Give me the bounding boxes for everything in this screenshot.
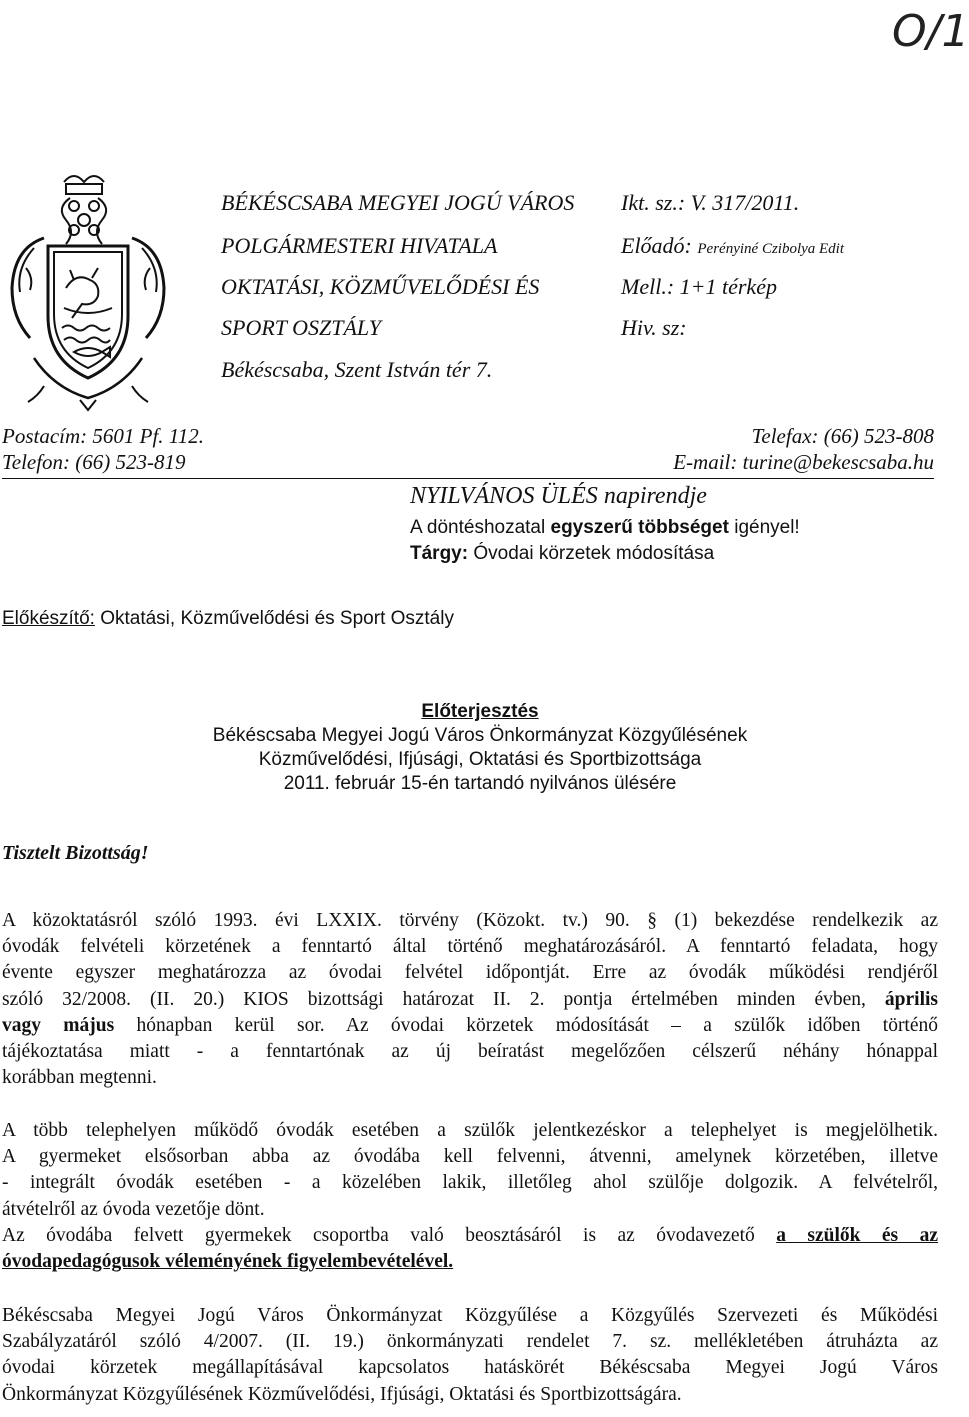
text-run: Az óvodába felvett gyermekek csoportba való beosztásáról is az óvodavezető [2, 1224, 777, 1246]
paragraph-1 [2, 908, 938, 1091]
proposal-line-1: Békéscsaba Megyei Jogú Város Önkormányzat Közgyűlésének [212, 725, 748, 746]
paragraph-line [2, 1249, 938, 1275]
paragraph-2 [2, 1118, 938, 1275]
fax-number: Telefax: (66) 523-808 [751, 424, 934, 448]
org-name-line-2: POLGÁRMESTERI HIVATALA [221, 233, 498, 258]
proposal-line-3: 2011. február 15-én tartandó nyilvános ülésére [283, 773, 677, 794]
paragraph-line: A több telephelyen működő óvodák esetében a szülők jelentkezéskor a telephelyet is megjelölhetik. [2, 1120, 938, 1141]
preparer-label: Előkészítő: [2, 608, 95, 629]
handwritten-page-mark: O/1 [892, 6, 969, 57]
bold-run: április [884, 988, 938, 1010]
majority-requirement [410, 515, 800, 541]
reference-hiv: Hiv. sz: [621, 315, 687, 340]
session-type [410, 480, 830, 512]
majority-post: igényel! [728, 517, 800, 538]
paragraph-line: óvodák felvételi körzetének a fenntartó által történő meghatározásáról. A fenntartó feladata, hogy [2, 936, 938, 958]
subject-label: Tárgy: [410, 543, 469, 564]
proposal-line-2: Közművelődési, Ifjúsági, Oktatási és Sportbizottsága [258, 749, 702, 770]
paragraph-line: korábban megtenni. [2, 1067, 157, 1089]
bold-underlined-run: a szülők és az [776, 1224, 938, 1246]
email-address: E-mail: turine@bekescsaba.hu [673, 450, 934, 474]
rapporteur-name: Perényiné Czibolya Edit [697, 241, 845, 257]
paragraph-line [2, 1223, 938, 1249]
paragraph-line: Önkormányzat Közgyűlésének Közművelődési, Ifjúsági, Oktatási és Sportbizottságára. [2, 1383, 682, 1405]
preparer-text: Oktatási, Közművelődési és Sport Osztály [94, 608, 454, 629]
org-name-line-1: BÉKÉSCSABA MEGYEI JOGÚ VÁROS [221, 190, 575, 215]
subject-line [410, 541, 714, 567]
majority-pre: A döntéshozatal [410, 517, 551, 538]
reference-number: Ikt. sz.: V. 317/2011. [621, 190, 800, 215]
phone-number: Telefon: (66) 523-819 [2, 450, 186, 474]
proposal-title: Előterjesztés [421, 701, 539, 722]
paragraph-line [2, 987, 938, 1013]
paragraph-line [2, 1013, 938, 1039]
rapporteur [621, 229, 844, 266]
paragraph-line: Békéscsaba Megyei Jogú Város Önkormányzat Közgyűlése a Közgyűlés Szervezeti és Működési [2, 1305, 938, 1326]
paragraph-line: - integrált óvodák esetében - a közelében lakik, illetőleg ahol szülője dolgozik. A felvételről, [2, 1172, 938, 1194]
session-agenda-label: napirendje [597, 483, 707, 509]
paragraph-line: tájékoztatása miatt - a fenntartónak az új beíratást megelőzően célszerű néhány hónappal [2, 1041, 938, 1063]
bold-underlined-run: óvodapedagógusok véleményének figyelembevételével. [2, 1251, 454, 1273]
session-type-label: NYILVÁNOS ÜLÉS [410, 483, 598, 509]
postal-address: Postacím: 5601 Pf. 112. [2, 424, 205, 448]
text-run: szóló 32/2008. (II. 20.) KIOS bizottsági határozat II. 2. pontja értelmében minden évben, [2, 988, 885, 1010]
paragraph-3 [2, 1303, 938, 1408]
city-coat-of-arms-icon [4, 168, 172, 416]
proposal-heading [0, 700, 960, 796]
paragraph-line: A gyermeket elsősorban abba az óvodába kell felvenni, átvenni, amelynek körzetében, illetve [2, 1146, 938, 1168]
text-run: hónapban kerül sor. Az óvodai körzetek módosítását – a szülők időben történő [114, 1014, 939, 1036]
preparer-line [2, 606, 454, 632]
header-divider [2, 478, 934, 479]
org-address: Békéscsaba, Szent István tér 7. [221, 357, 493, 382]
attachment-note: Mell.: 1+1 térkép [621, 274, 777, 299]
org-name-line-3: OKTATÁSI, KÖZMŰVELŐDÉSI ÉS [221, 274, 540, 299]
salutation: Tisztelt Bizottság! [2, 842, 149, 864]
subject-text: Óvodai körzetek módosítása [468, 543, 715, 564]
bold-run: vagy május [2, 1014, 115, 1036]
paragraph-line: óvodai körzetek megállapításával kapcsolatos hatáskörét Békéscsaba Megyei Jogú Város [2, 1357, 938, 1379]
paragraph-line: Szabályzatáról szóló 4/2007. (II. 19.) önkormányzati rendelet 7. sz. mellékletében átruházta az [2, 1331, 938, 1353]
org-name-line-4: SPORT OSZTÁLY [221, 315, 381, 340]
paragraph-line: évente egyszer meghatározza az óvodai felvétel időpontját. Erre az óvodák működési rendjéről [2, 962, 938, 984]
paragraph-line: átvételről az óvoda vezetője dönt. [2, 1198, 265, 1220]
rapporteur-label: Előadó: [621, 233, 698, 258]
majority-bold: egyszerű többséget [550, 517, 729, 538]
paragraph-line: A közoktatásról szóló 1993. évi LXXIX. törvény (Közokt. tv.) 90. § (1) bekezdése rendelkezik az [2, 910, 938, 931]
